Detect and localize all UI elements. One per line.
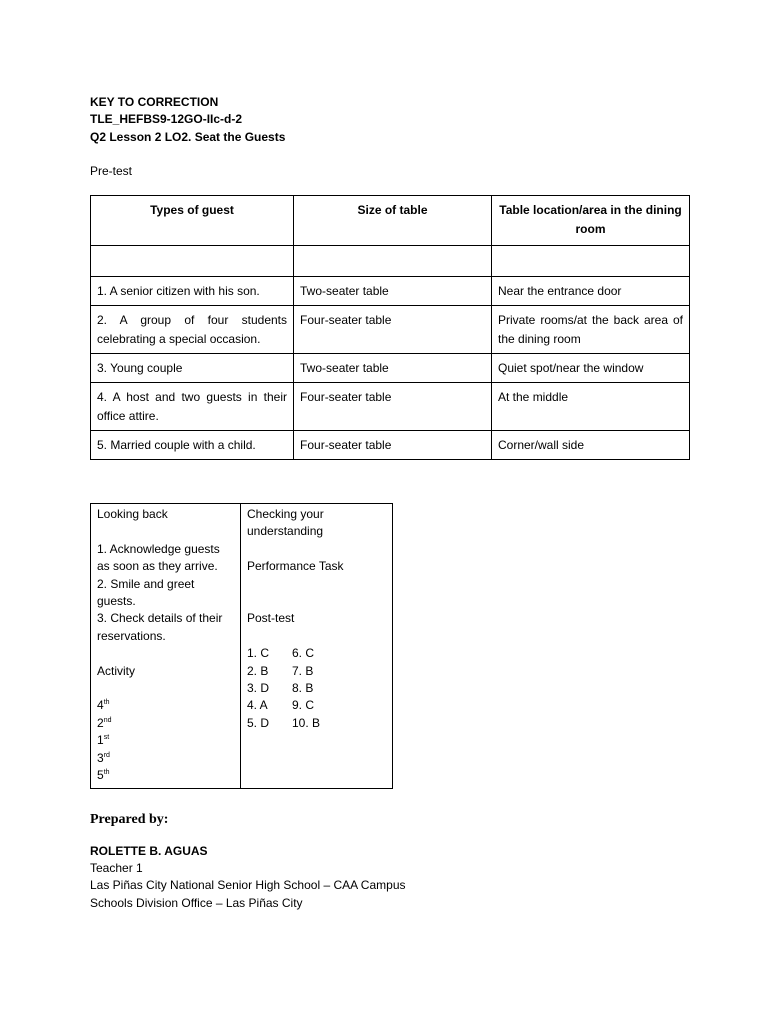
guest-type-cell: 4. A host and two guests in their office attire. [91, 383, 294, 431]
table-size-cell: Two-seater table [294, 354, 492, 383]
table-location-cell: At the middle [492, 383, 690, 431]
table-location-cell: Near the entrance door [492, 277, 690, 306]
answer-pair: 5. D 10. B [247, 715, 321, 730]
activity-item: 4th [97, 698, 110, 713]
prepared-by-label: Prepared by: [90, 812, 169, 827]
looking-back-title: Looking back [97, 507, 168, 521]
table-row [91, 306, 690, 354]
table-row [91, 431, 690, 460]
answer-pair: 1. C 6. C [247, 646, 315, 661]
table-size-cell: Two-seater table [294, 277, 492, 306]
answer-pair: 2. B 7. B [247, 663, 314, 678]
table-location-cell: Quiet spot/near the window [492, 354, 690, 383]
answer-key-table [90, 503, 393, 789]
looking-back-cell [91, 504, 241, 789]
performance-title: Performance Task [247, 559, 344, 574]
pretest-label: Pre-test [90, 164, 133, 178]
activity-item: 5th [97, 768, 110, 783]
guest-type-cell: 1. A senior citizen with his son. [91, 277, 294, 306]
activity-title: Activity [97, 663, 136, 678]
checking-title: Checking your understanding [247, 507, 324, 539]
code-title: TLE_HEFBS9-12GO-IIc-d-2 [90, 112, 243, 126]
table-size-cell: Four-seater table [294, 383, 492, 431]
checking-cell [241, 504, 393, 789]
answer-key-row [91, 504, 393, 789]
answer-pair: 4. A 9. C [247, 698, 315, 713]
table-row [91, 277, 690, 306]
guest-type-cell: 3. Young couple [91, 354, 294, 383]
division-name: Schools Division Office – Las Piñas City [90, 896, 303, 910]
posttest-title: Post-test [247, 611, 295, 626]
table-cell [492, 246, 690, 277]
activity-item: 3rd [97, 750, 110, 765]
table-header-row [91, 196, 690, 246]
column-header: Table location/area in the dining room [492, 196, 690, 246]
activity-item: 2nd [97, 715, 112, 730]
table-row [91, 383, 690, 431]
table-location-cell: Private rooms/at the back area of the dining room [492, 306, 690, 354]
table-row [91, 354, 690, 383]
list-item: 1. Acknowledge guests as soon as they arrive. [97, 541, 220, 574]
table-location-cell: Corner/wall side [492, 431, 690, 460]
column-header: Size of table [294, 196, 492, 246]
pretest-table [90, 195, 690, 460]
table-cell [91, 246, 294, 277]
guest-type-cell: 5. Married couple with a child. [91, 431, 294, 460]
column-header: Types of guest [91, 196, 294, 246]
table-size-cell: Four-seater table [294, 431, 492, 460]
list-item: 2. Smile and greet guests. [97, 576, 195, 609]
activity-item: 1st [97, 733, 110, 748]
school-name: Las Piñas City National Senior High School – CAA Campus [90, 878, 406, 892]
table-cell [294, 246, 492, 277]
table-size-cell: Four-seater table [294, 306, 492, 354]
list-item: 3. Check details of their reservations. [97, 611, 223, 643]
author-position: Teacher 1 [90, 861, 143, 875]
key-title: KEY TO CORRECTION [90, 95, 219, 109]
empty-row [91, 246, 690, 277]
author-name: ROLETTE B. AGUAS [90, 844, 208, 858]
guest-type-cell: 2. A group of four students celebrating a special occasion. [91, 306, 294, 354]
answer-pair: 3. D 8. B [247, 681, 314, 695]
lesson-title: Q2 Lesson 2 LO2. Seat the Guests [90, 130, 286, 144]
